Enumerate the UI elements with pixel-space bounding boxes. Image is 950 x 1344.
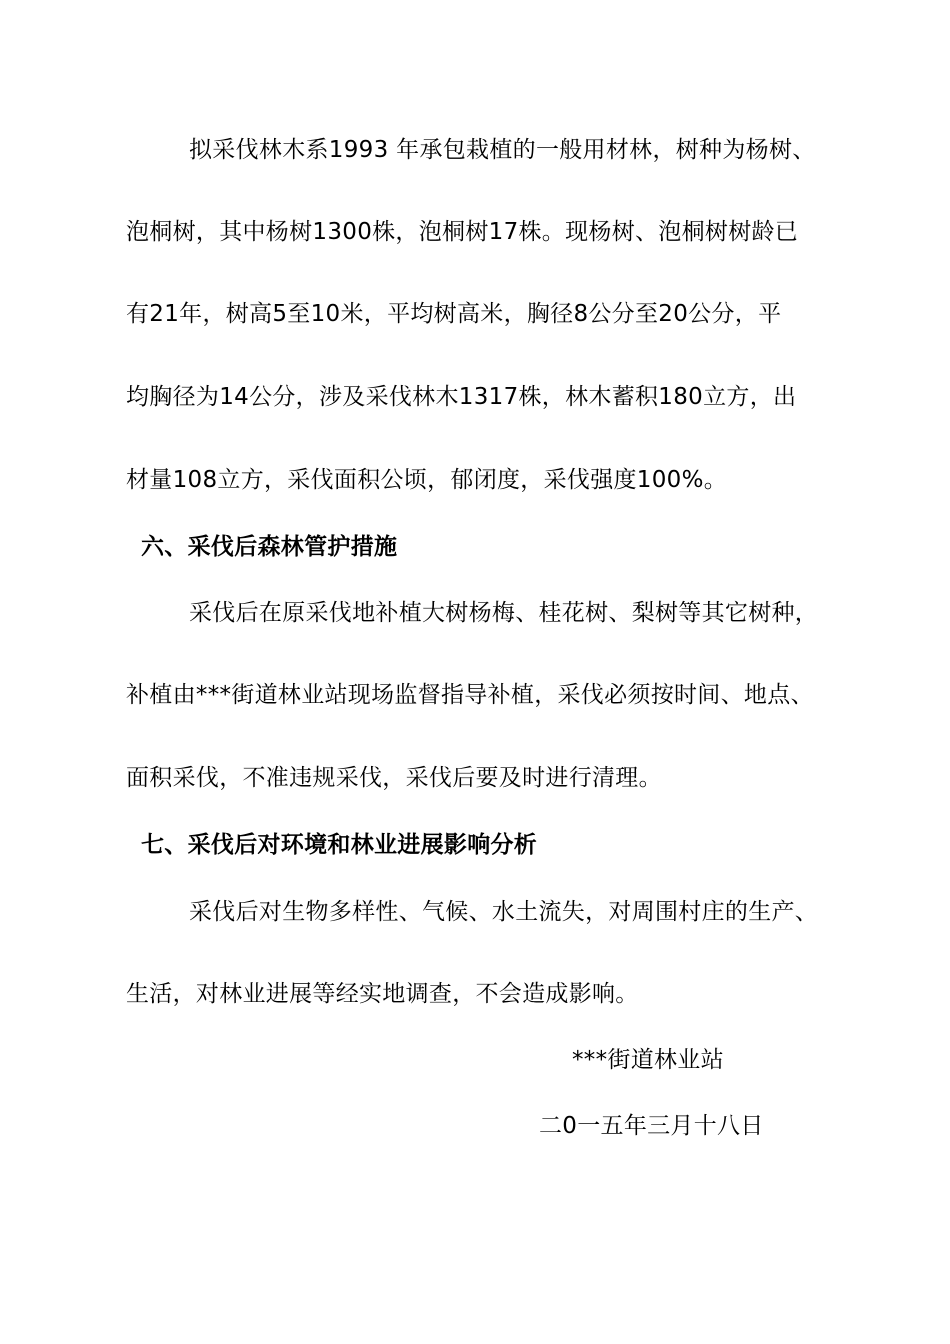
paragraph-line: 面积采伐，不准违规采伐，采伐后要及时进行清理。 [126, 765, 662, 791]
section-heading: 七、采伐后对环境和林业进展影响分析 [141, 832, 538, 858]
paragraph-line: 采伐后对生物多样性、气候、水土流失，对周围村庄的生产、 [189, 899, 819, 925]
paragraph-line: 泡桐树，其中杨树1300株，泡桐树17株。现杨树、泡桐树树龄已 [126, 219, 799, 245]
paragraph-line: 材量108立方，采伐面积公顷，郁闭度，采伐强度100%。 [126, 467, 728, 493]
signature-org: ***街道林业站 [572, 1047, 724, 1073]
signature-date: 二0一五年三月十八日 [539, 1113, 764, 1139]
paragraph-line: 生活，对林业进展等经实地调查，不会造成影响。 [126, 981, 639, 1007]
paragraph-line: 补植由***街道林业站现场监督指导补植，采伐必须按时间、地点、 [126, 682, 814, 708]
paragraph-line: 拟采伐林木系1993 年承包栽植的一般用材林，树种为杨树、 [189, 137, 816, 163]
section-heading: 六、采伐后森林管护措施 [141, 534, 398, 560]
paragraph-line: 有21年，树高5至10米，平均树高米，胸径8公分至20公分，平 [126, 301, 782, 327]
paragraph-line: 采伐后在原采伐地补植大树杨梅、桂花树、梨树等其它树种， [189, 600, 819, 626]
paragraph-line: 均胸径为14公分，涉及采伐林木1317株，林木蓄积180立方，出 [126, 384, 797, 410]
